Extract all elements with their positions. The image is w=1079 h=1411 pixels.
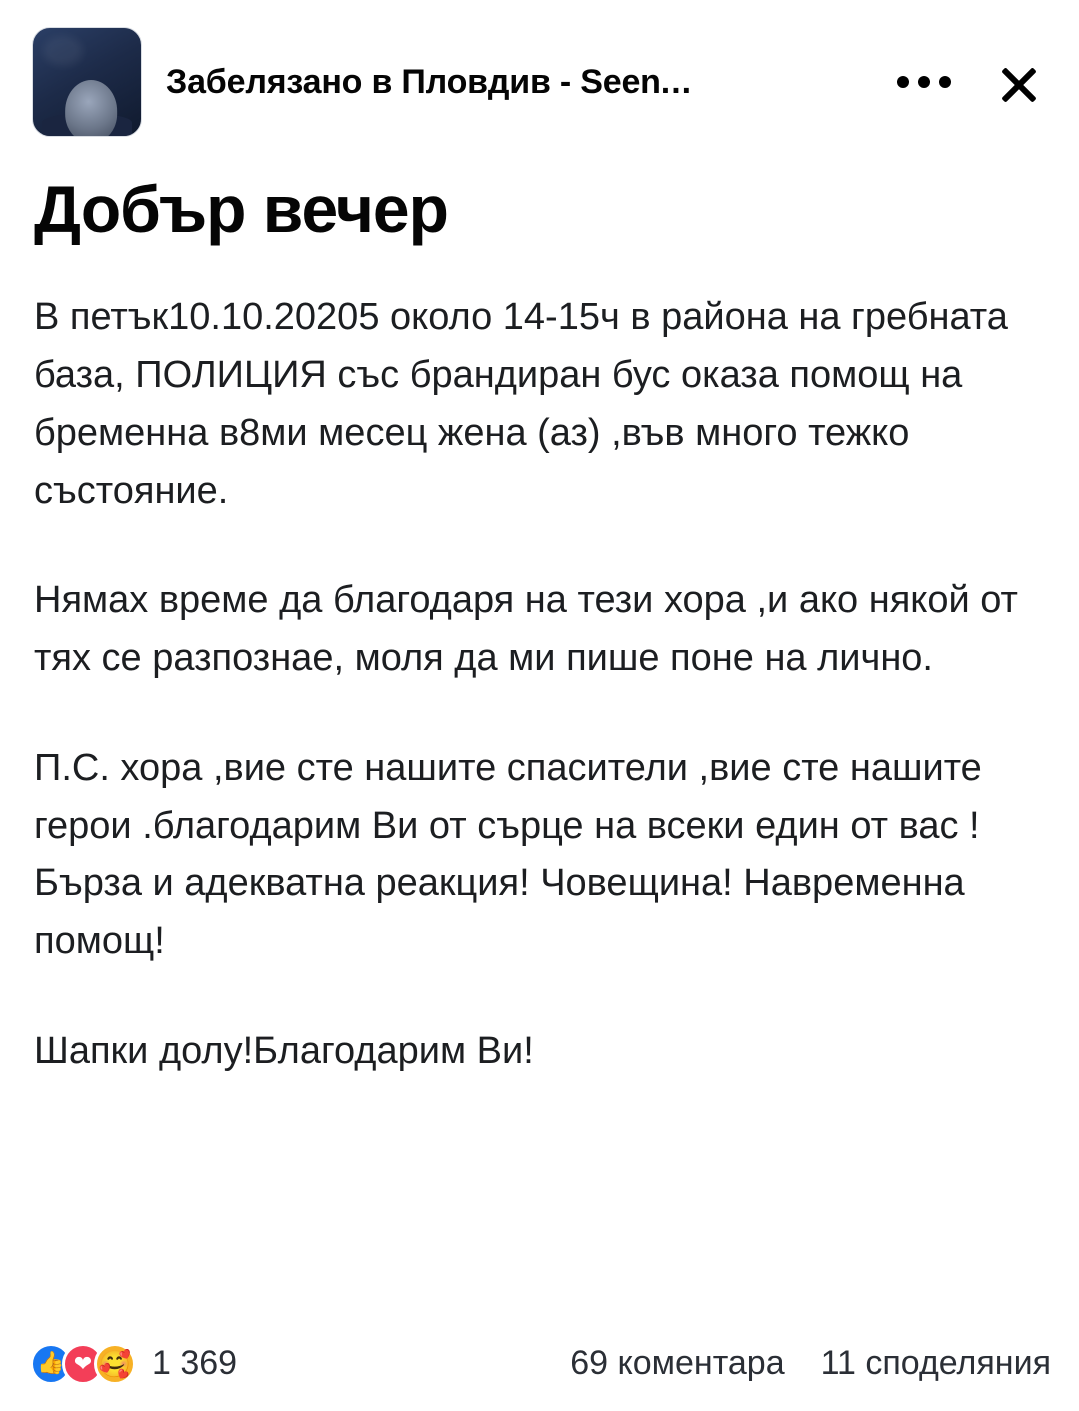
close-icon[interactable]: [993, 56, 1045, 108]
page-title[interactable]: [166, 62, 897, 101]
heart-icon: ❤: [73, 1350, 93, 1376]
post-body: [0, 148, 1079, 1315]
page-title-truncation: ...: [660, 63, 693, 102]
post-paragraph-3: П.С. хора ,вие сте нашите спасители ,вие сте нашите герои .благодарим Ви от сърце на всеки един от вас !Бърза и адекватна реакция! Човещина! Навременна помощ!: [34, 746, 982, 963]
post-footer: [0, 1315, 1079, 1411]
page-title-text: Забелязано в Пловдив - Seen: [166, 63, 661, 102]
avatar-glow: [43, 36, 83, 66]
post-heading: Добър вечер: [34, 172, 448, 246]
shares-count[interactable]: 11 споделяния: [820, 1344, 1051, 1382]
dot-1: [897, 76, 909, 88]
avatar-face: [65, 80, 117, 137]
reactions-summary[interactable]: [30, 1343, 237, 1385]
reaction-icons: [30, 1343, 136, 1385]
post-paragraph-1: В петък10.10.20205 около 14-15ч в района на гребната база, ПОЛИЦИЯ със брандиран бус оказа помощ на бременна в8ми месец жена (аз) ,във много тежко състояние.: [34, 296, 1008, 512]
thumb-up-icon: 👍: [37, 1349, 65, 1375]
post-header: [0, 0, 1079, 148]
reaction-count: 1 369: [152, 1344, 238, 1382]
post-paragraph-4: Шапки долу!Благодарим Ви!: [34, 1029, 534, 1072]
more-options-icon[interactable]: [897, 76, 951, 88]
care-reaction-icon: [94, 1343, 136, 1385]
dot-3: [939, 76, 951, 88]
footer-stats: [570, 1344, 1051, 1383]
header-actions: [897, 56, 1049, 108]
post-paragraph-2: Нямах време да благодаря на тези хора ,и ако някой от тях се разпознае, моля да ми пише поне на лично.: [34, 579, 1018, 680]
comments-count[interactable]: 69 коментара: [570, 1344, 785, 1382]
page-avatar[interactable]: [32, 27, 142, 137]
dot-2: [918, 76, 930, 88]
care-face-icon: 🥰: [98, 1348, 132, 1379]
